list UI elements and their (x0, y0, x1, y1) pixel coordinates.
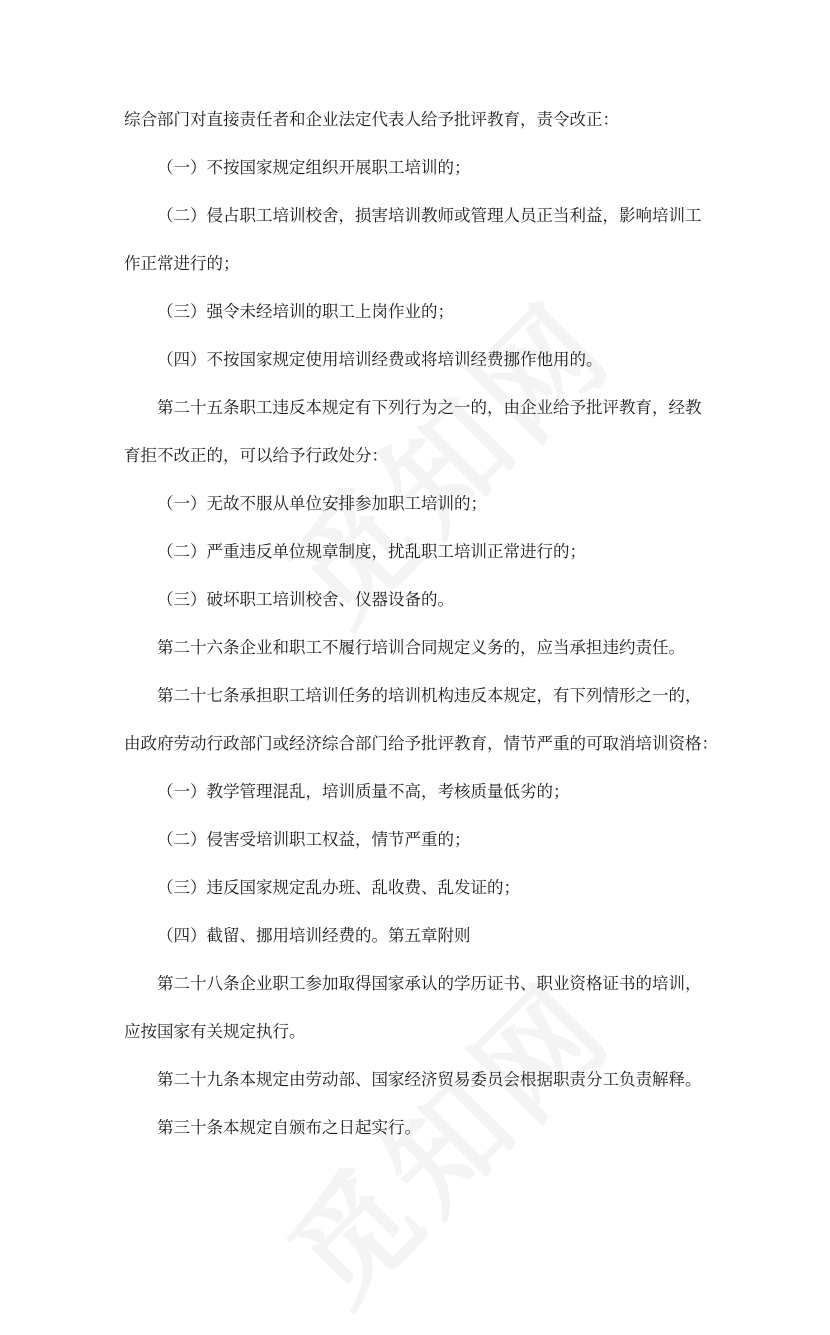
text-line-13: 第二十七条承担职工培训任务的培训机构违反本规定，有下列情形之一的， (157, 686, 702, 705)
text-line-20: 应按国家有关规定执行。 (124, 1022, 306, 1041)
document-body (124, 108, 718, 1160)
text-line-7: 第二十五条职工违反本规定有下列行为之一的，由企业给予批评教育，经教 (157, 398, 702, 417)
text-line-10: （二）严重违反单位规章制度，扰乱职工培训正常进行的； (157, 542, 586, 561)
text-line-17: （三）违反国家规定乱办班、乱收费、乱发证的； (157, 878, 520, 897)
text-line-9: （一）无故不服从单位安排参加职工培训的； (157, 494, 487, 513)
text-line-6: （四）不按国家规定使用培训经费或将培训经费挪作他用的。 (157, 350, 603, 369)
text-line-5: （三）强令未经培训的职工上岗作业的； (157, 302, 454, 321)
text-line-4: 作正常进行的； (124, 254, 240, 273)
text-line-1: 综合部门对直接责任者和企业法定代表人给予批评教育，责令改正： (124, 110, 619, 129)
text-line-14: 由政府劳动行政部门或经济综合部门给予批评教育，情节严重的可取消培训资格： (124, 734, 718, 753)
text-line-15: （一）教学管理混乱，培训质量不高，考核质量低劣的； (157, 782, 570, 801)
text-line-21: 第二十九条本规定由劳动部、国家经济贸易委员会根据职责分工负责解释。 (157, 1070, 702, 1089)
text-line-8: 育拒不改正的，可以给予行政处分： (124, 446, 388, 465)
text-line-16: （二）侵害受培训职工权益，情节严重的； (157, 830, 471, 849)
text-line-22: 第三十条本规定自颁布之日起实行。 (157, 1118, 421, 1137)
text-line-3: （二）侵占职工培训校舍，损害培训教师或管理人员正当利益，影响培训工 (157, 206, 702, 225)
text-line-11: （三）破坏职工培训校舍、仪器设备的。 (157, 590, 454, 609)
text-line-19: 第二十八条企业职工参加取得国家承认的学历证书、职业资格证书的培训， (157, 974, 702, 993)
text-line-2: （一）不按国家规定组织开展职工培训的； (157, 158, 471, 177)
text-line-12: 第二十六条企业和职工不履行培训合同规定义务的，应当承担违约责任。 (157, 638, 685, 657)
text-line-18: （四）截留、挪用培训经费的。第五章附则 (157, 926, 471, 945)
